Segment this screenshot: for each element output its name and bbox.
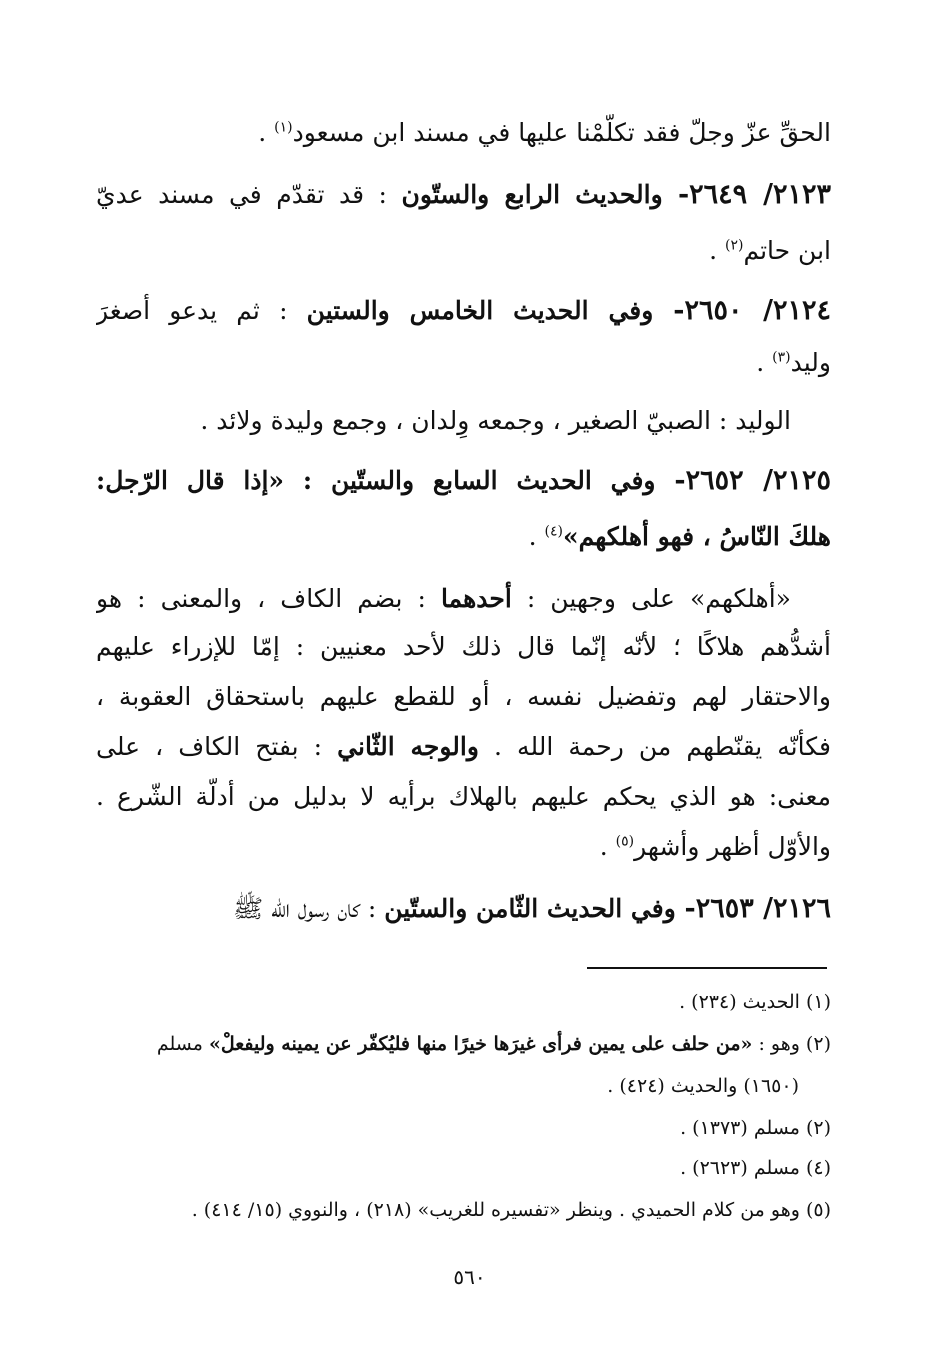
body-line [96,402,791,440]
body-text: الحقِّ عزّ وجلّ فقد تكلَّمْنا عليها في مسند ابن مسعود [292,118,831,147]
hadith-title: وفي الحديث السابع والستّين [330,466,675,495]
emphasis-text: أحدهما [441,584,512,613]
footnote [70,1154,831,1182]
hadith-heading-line [96,292,831,330]
footnote-text: (٥) وهو من كلام الحميدي . وينظر «تفسيره للغريب» (٢١٨) ، والنووي (١٥/ ٤١٤) . [191,1199,831,1221]
footnote-ref: (٢) [724,237,744,254]
hadith-title: والحديث الرابع والستّون [401,180,678,209]
footnote [70,1196,831,1224]
hadith-heading-line [96,176,831,214]
footnote-text: (٢) مسلم (١٣٧٣) . [680,1117,831,1139]
footnote-ref: (٤) [544,523,563,540]
hadith-number: ٢١٢٦/ ٢٦٥٣- [684,893,831,924]
body-text: : قد تقدّم في مسند عديّ [96,180,402,209]
footnote-ref: (٥) [615,833,635,850]
footnote-ref: (٣) [772,349,791,366]
hadith-number: ٢١٢٤/ ٢٦٥٠- [673,295,831,326]
footnote [80,1030,831,1058]
footnote [70,1114,831,1142]
hadith-heading-line [96,890,831,928]
body-text: : بضم الكاف ، والمعنى : هو [96,584,441,613]
body-text: والأوّل أظهر وأشهر [634,832,831,861]
body-line [96,114,831,152]
hadith-heading-line [96,462,831,500]
body-text: والاحتقار لهم وتفضيل نفسه ، أو للقطع عليهم باستحقاق العقوبة ، [96,682,831,711]
footnote-text: (٢) وهو : [752,1033,831,1055]
body-line [96,580,791,618]
footnote-quote: «من حلف على يمين فرأى غيرَها خيرًا منها فليُكفّر عن يمينه وليفعلْ» [208,1033,753,1055]
body-text: «أهلكهم» على وجهين : [511,584,791,613]
body-text: الوليد : الصبيّ الصغير ، وجمعه وِلدان ، وجمع وليدة ولائد . [200,406,791,435]
body-text: . [599,832,616,861]
hadith-title: وفي الحديث الخامس والستين [306,296,674,325]
body-text: ابن حاتم [743,236,831,265]
body-line [96,344,831,382]
body-text: معنى: هو الذي يحكم عليهم بالهلاك برأيه لا بدليل من أدلّة الشّرع . [96,782,831,811]
body-line [96,678,831,716]
hadith-title: وفي الحديث الثّامن والستّين [384,894,685,923]
body-text: فكأنّه يقنّطهم من رحمة الله . [478,732,831,761]
footnote-ref: (١) [274,119,293,136]
footnote-separator [587,967,827,969]
hadith-quote: : «إذا قال الرّجل: [96,466,331,495]
body-text: : بفتح الكاف ، على [96,732,338,761]
body-text: . [709,236,725,265]
body-line [96,518,831,556]
footnote-text: (١) الحديث (٢٣٤) . [679,991,831,1013]
emphasis-text: والوجه الثّاني [337,732,479,761]
footnote-text: (٤) مسلم (٢٦٢٣) . [680,1157,831,1179]
footnote [70,988,831,1016]
body-line [96,232,831,270]
hadith-number: ٢١٢٣/ ٢٦٤٩- [677,179,831,210]
body-text: . [258,118,275,147]
body-text: وليد [790,348,831,377]
body-text: : كان رسول الله ﷺ [233,894,385,923]
footnote [70,1072,799,1100]
body-line [96,728,831,766]
body-line [96,628,831,666]
body-text: أشدُّهم هلاكًا ؛ لأنّه إنّما قال ذلك لأحد معنيين : إمّا للإزراء عليهم [96,632,831,661]
page-number: ٥٦٠ [453,1265,486,1289]
body-line [96,828,831,866]
body-text: . [528,522,545,551]
hadith-number: ٢١٢٥/ ٢٦٥٢- [674,465,831,496]
hadith-quote: هلكَ النّاسُ ، فهو أهلكهم» [562,522,831,551]
footnote-text: مسلم [156,1033,209,1055]
body-line [96,778,831,816]
footnote-text: (١٦٥٠) والحديث (٤٢٤) . [607,1075,799,1097]
body-text: : ثم يدعو أصغرَ [96,296,307,325]
body-text: . [756,348,773,377]
